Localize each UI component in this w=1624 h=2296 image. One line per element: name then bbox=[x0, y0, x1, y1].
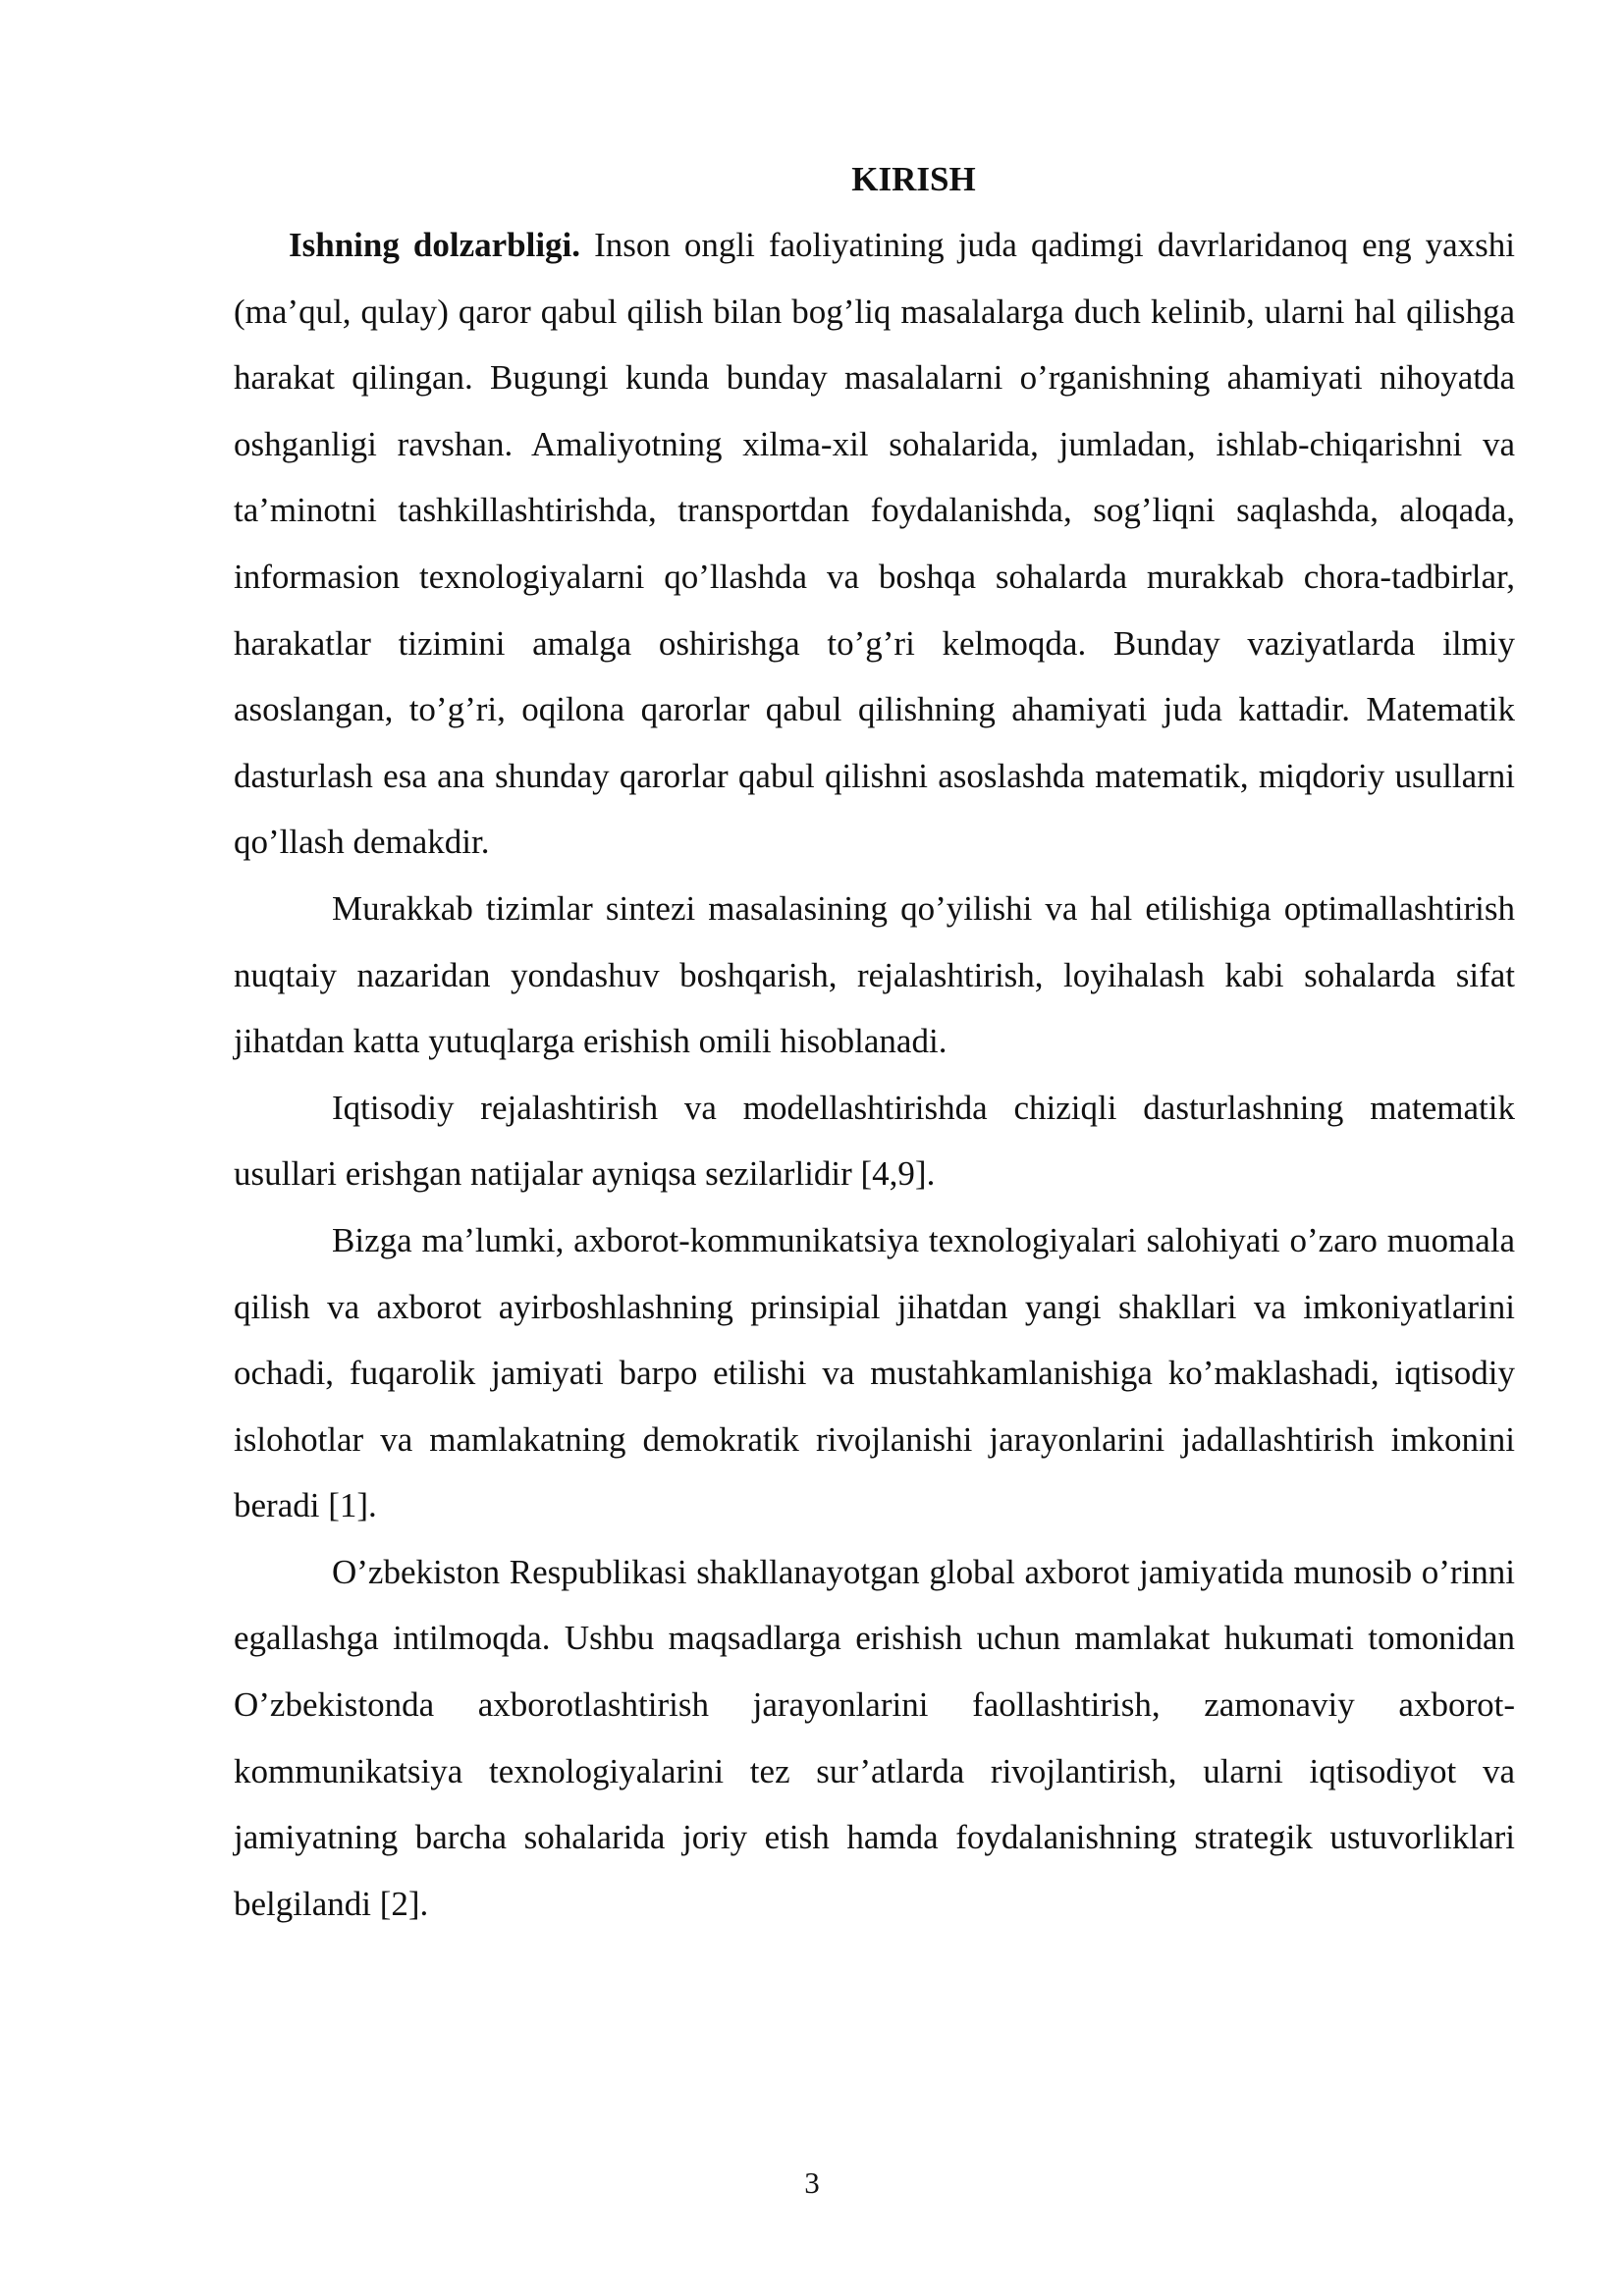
page-content bbox=[234, 147, 1515, 1937]
paragraph-relevance bbox=[234, 212, 1515, 876]
paragraph-synthesis bbox=[234, 876, 1515, 1075]
paragraph-economic-planning bbox=[234, 1075, 1515, 1207]
paragraph-lead: Ishning dolzarbligi. bbox=[289, 226, 581, 264]
page-number: 3 bbox=[804, 2165, 820, 2200]
paragraph-ict bbox=[234, 1207, 1515, 1539]
section-heading: KIRISH bbox=[851, 160, 976, 198]
paragraph-text: Bizga ma’lumki, axborot-kommunikatsiya texnologiyalari salohiyati o’zaro muomala qilish va axborot ayirboshlashning prinsipial jihatdan yangi shakllari va imkoniyatlarini ochadi, fuqarolik jamiyati barpo etilishi va mustahkamlanishiga ko’maklashadi, iqtisodiy islohotlar va mamlakatning demokratik rivojlanishi jarayonlarini jadallashtirish imkonini beradi [1]. bbox=[234, 1220, 1515, 1525]
paragraph-text: O’zbekiston Respublikasi shakllanayotgan global axborot jamiyatida munosib o’rinni egallashga intilmoqda. Ushbu maqsadlarga erishish uchun mamlakat hukumati tomonidan O’zbekistonda axborotlashtirish jarayonlarini faollashtirish, zamonaviy axborot-kommunikatsiya texnologiyalarini tez sur’atlarda rivojlantirish, ularni iqtisodiyot va jamiyatning barcha sohalarida joriy etish hamda foydalanishning strategik ustuvorliklari belgilandi [2]. bbox=[234, 1552, 1515, 1923]
paragraph-uzbekistan bbox=[234, 1539, 1515, 1938]
paragraph-text: Inson ongli faoliyatining juda qadimgi davrlaridanoq eng yaxshi (ma’qul, qulay) qaror qabul qilish bilan bog’liq masalalarga duch kelinib, ularni hal qilishga harakat qilingan. Bugungi kunda bunday masalalarni o’rganishning ahamiyati nihoyatda oshganligi ravshan. Amaliyotning xilma-xil sohalarida, jumladan, ishlab-chiqarishni va ta’minotni tashkillashtirishda, transportdan foydalanishda, sog’liqni saqlashda, aloqada, informasion texnologiyalarni qo’llashda va boshqa sohalarda murakkab chora-tadbirlar, harakatlar tizimini amalga oshirishga to’g’ri kelmoqda. Bunday vaziyatlarda ilmiy asoslangan, to’g’ri, oqilona qarorlar qabul qilishning ahamiyati juda kattadir. Matematik dasturlash esa ana shunday qarorlar qabul qilishni asoslashda matematik, miqdoriy usullarni qo’llash demakdir. bbox=[234, 226, 1516, 862]
paragraph-text: Murakkab tizimlar sintezi masalasining qo’yilishi va hal etilishiga optimallashtirish nuqtaiy nazaridan yondashuv boshqarish, rejalashtirish, loyihalash kabi sohalarda sifat jihatdan katta yutuqlarga erishish omili hisoblanadi. bbox=[234, 888, 1515, 1061]
paragraph-text: Iqtisodiy rejalashtirish va modellashtirishda chiziqli dasturlashning matematik usullari erishgan natijalar ayniqsa sezilarlidir [4,9]. bbox=[234, 1088, 1515, 1194]
